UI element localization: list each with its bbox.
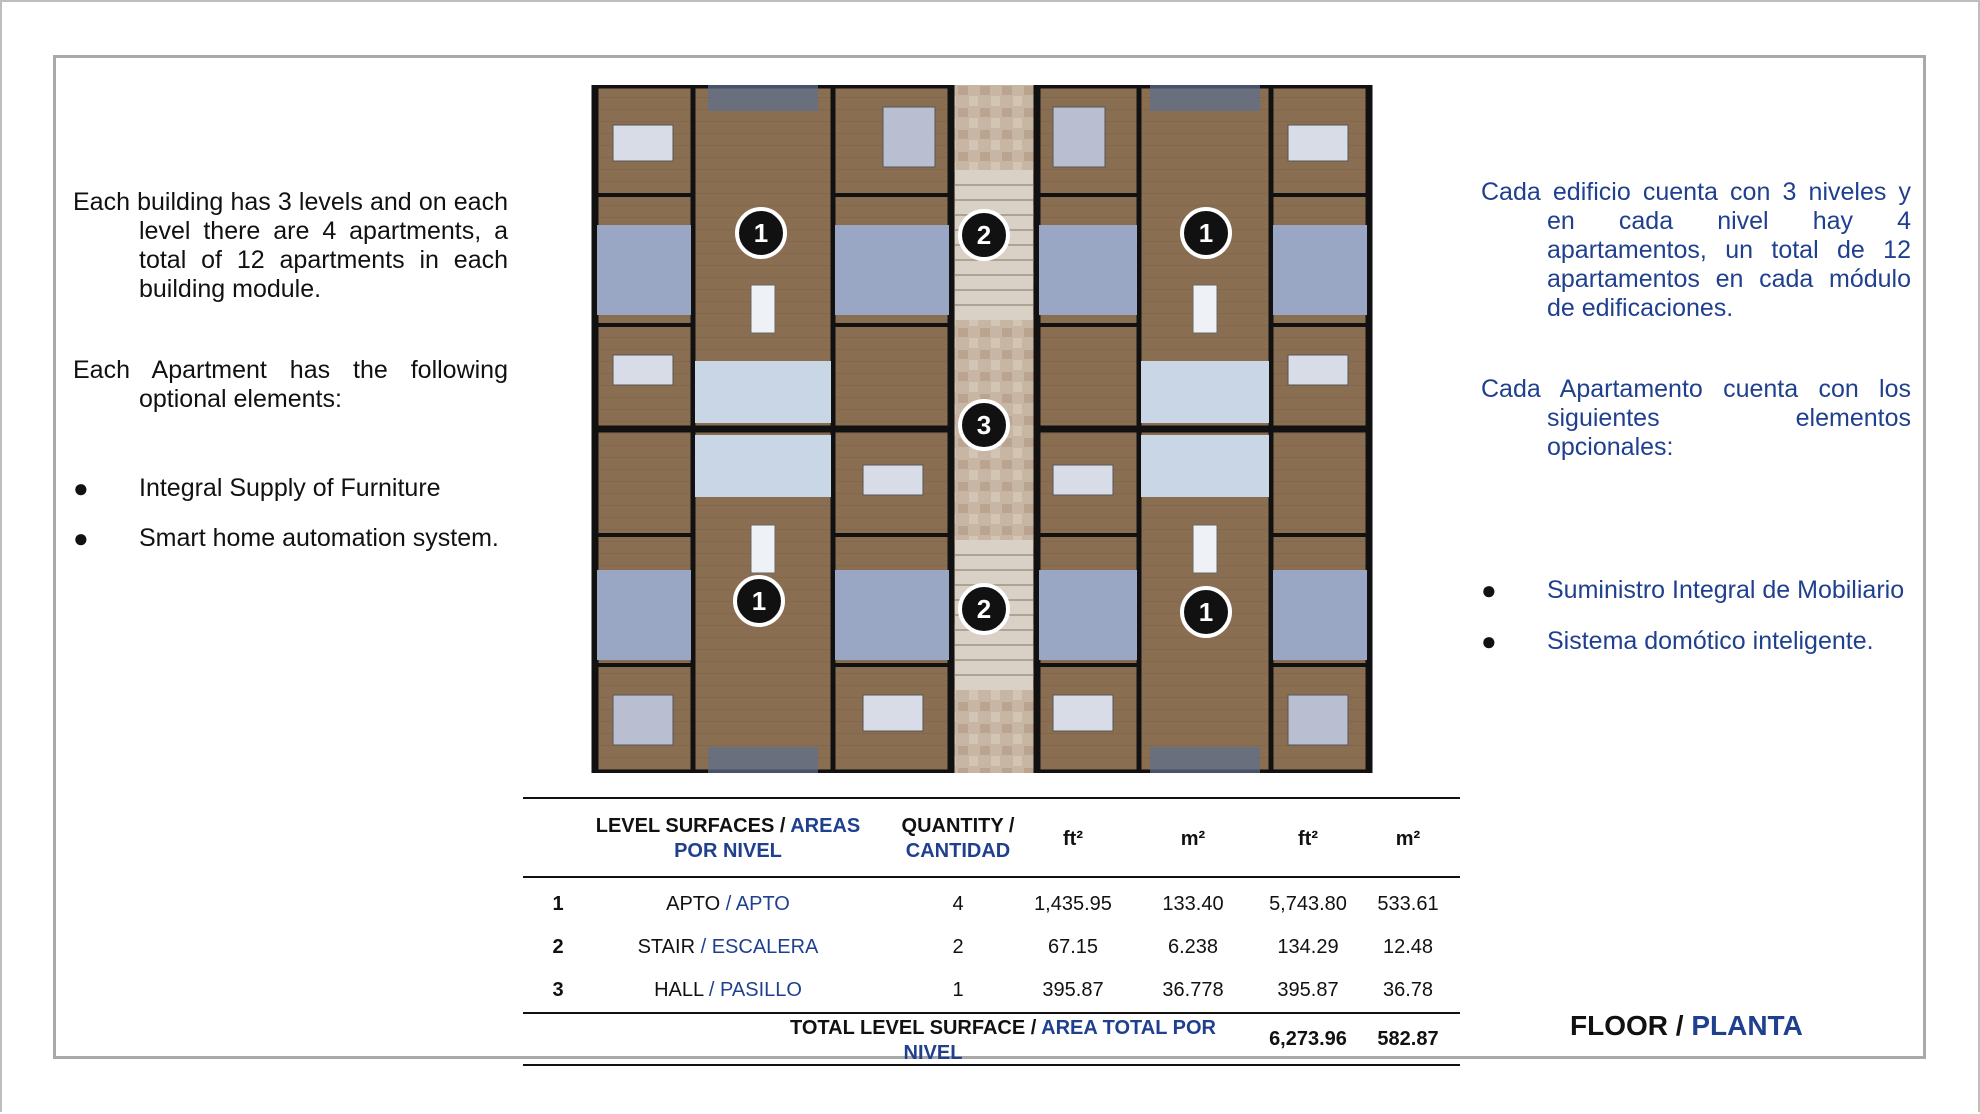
bullet-icon: ● — [1481, 575, 1497, 605]
right-apartment-block — [1037, 85, 1369, 773]
header-ft2-total: ft² — [1298, 828, 1318, 850]
svg-text:3: 3 — [976, 410, 992, 440]
english-paragraph-levels: Each building has 3 levels and on each level there are 4 apartments, a total of 12 apartments in each building module. — [73, 188, 508, 303]
svg-text:1: 1 — [753, 218, 769, 248]
row-m2: 6.238 — [1167, 936, 1219, 958]
row-ft2-total: 134.29 — [1277, 936, 1339, 958]
row-number: 1 — [552, 893, 564, 915]
row-m2: 133.40 — [1162, 893, 1224, 915]
svg-text:1: 1 — [1198, 218, 1214, 248]
total-label: TOTAL LEVEL SURFACE / AREA TOTAL POR NIVEL — [790, 1017, 1216, 1064]
row-m2-total: 533.61 — [1377, 893, 1439, 915]
floor-label: FLOOR / PLANTA — [1570, 1010, 1803, 1041]
row-number: 2 — [552, 936, 564, 958]
bullet-icon: ● — [73, 473, 89, 503]
row-quantity: 4 — [952, 893, 964, 915]
svg-text:1: 1 — [1198, 597, 1214, 627]
svg-text:2: 2 — [976, 594, 992, 624]
marker-apto-top-left — [737, 209, 785, 257]
spanish-paragraph-levels: Cada edificio cuenta con 3 niveles y en cada nivel hay 4 apartamentos, un total de 12 apartamentos en cada módulo de edificaciones. — [1481, 178, 1911, 322]
bullet-icon: ● — [73, 523, 89, 553]
row-number: 3 — [552, 979, 564, 1001]
list-item: ● Integral Supply of Furniture — [73, 473, 441, 503]
total-top-rule — [523, 1012, 1460, 1014]
floor-plan — [583, 85, 1381, 773]
header-quantity: QUANTITY / CANTIDAD — [901, 815, 1015, 862]
row-m2: 36.778 — [1162, 979, 1224, 1001]
row-item: APTO / APTO — [666, 893, 790, 915]
list-item: ● Sistema domótico inteligente. — [1481, 626, 1874, 656]
list-item: ● Smart home automation system. — [73, 523, 499, 553]
english-options-list — [73, 474, 508, 553]
row-ft2: 1,435.95 — [1034, 893, 1112, 915]
table-bottom-rule — [523, 1064, 1460, 1066]
row-m2-total: 36.78 — [1382, 979, 1434, 1001]
header-ft2-unit: ft² — [1063, 828, 1083, 850]
marker-hall — [960, 401, 1008, 449]
row-ft2: 395.87 — [1042, 979, 1104, 1001]
marker-apto-bottom-right — [1182, 588, 1230, 636]
marker-stair-bottom — [960, 585, 1008, 633]
total-ft2: 6,273.96 — [1269, 1028, 1347, 1050]
marker-apto-top-right — [1182, 209, 1230, 257]
english-paragraph-options: Each Apartment has the following optional elements: — [73, 356, 508, 413]
table-top-rule — [523, 797, 1460, 799]
row-item: STAIR / ESCALERA — [637, 936, 819, 958]
svg-text:1: 1 — [751, 586, 767, 616]
header-m2-total: m² — [1395, 828, 1421, 850]
spanish-paragraph-options: Cada Apartamento cuenta con los siguientes elementos opcionales: — [1481, 375, 1911, 461]
header-level-surfaces: LEVEL SURFACES / AREAS POR NIVEL — [595, 815, 861, 862]
row-ft2: 67.15 — [1047, 936, 1099, 958]
left-apartment-block — [595, 85, 951, 773]
list-item: ● Suministro Integral de Mobiliario — [1481, 575, 1905, 605]
row-quantity: 2 — [952, 936, 964, 958]
marker-apto-bottom-left — [735, 577, 783, 625]
spanish-options-list — [1481, 576, 1911, 656]
row-ft2-total: 5,743.80 — [1269, 893, 1347, 915]
row-quantity: 1 — [952, 979, 964, 1001]
row-m2-total: 12.48 — [1382, 936, 1434, 958]
english-description — [73, 188, 508, 553]
svg-text:2: 2 — [976, 220, 992, 250]
spanish-description — [1481, 178, 1911, 656]
marker-stair-top — [960, 211, 1008, 259]
row-ft2-total: 395.87 — [1277, 979, 1339, 1001]
row-item: HALL / PASILLO — [654, 979, 802, 1001]
bullet-icon: ● — [1481, 626, 1497, 656]
total-m2: 582.87 — [1377, 1028, 1439, 1050]
header-m2-unit: m² — [1180, 828, 1206, 850]
header-bottom-rule — [523, 876, 1460, 878]
